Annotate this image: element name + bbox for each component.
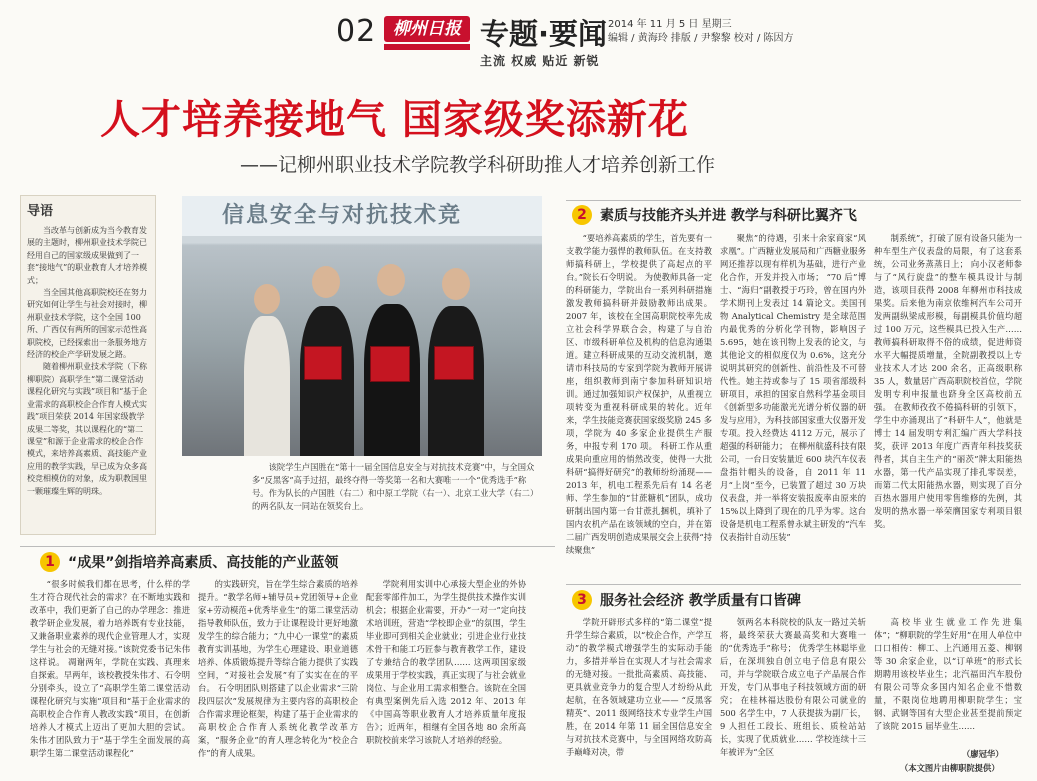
section-1-heading bbox=[40, 552, 338, 572]
headline: 人才培养接地气 国家级奖添新花 bbox=[100, 97, 689, 143]
date-line: 2014 年 11 月 5 日 星期三 bbox=[608, 19, 732, 30]
intro-paragraph: 当改革与创新成为当今教育发展的主题时，柳州职业技术学院已经用自己的国家级成果做到了一套“接地气”的职业教育人才培养模式； bbox=[27, 226, 148, 285]
newspaper-logo: 柳州日报 bbox=[384, 16, 470, 42]
page-number: 02 bbox=[336, 14, 377, 49]
person-head bbox=[377, 264, 405, 296]
section-2-column bbox=[874, 232, 1022, 582]
section-1-column bbox=[30, 578, 190, 774]
paragraph: 聚焦”的待遇，引来十余家商家“风求凰”。广西糖业发展局和广西糖业服务网还推荐以现有样机为基础，进行产业化合作，开发并投入市场； “70 后”博士、“海归”副教授于巧玲，曾在国内外学术期刊上发表过 14 篇论文。美国刊物 Analytical Chemistry 是全球范围内最优秀的分析化学刊物，影响因子 5.695，她在该刊物上发表的论文，与其他论文的相似度仅为 0.6%，这充分说明其研究的创新性、前沿性及不可替代性。她主持或参与了 15 项省部级科研项目，承担的国家自然科学基金项目《创新型多功能激光光谱分析仪器的研发与应用》，为科技部国家重大仪器开发专项。投入经费达 4112 万元，展示了超强的科研能力； 在柳州航盛科技有限公司，一台日安装量近 600 块汽车仪表盘指针帽头的设备，自 2011 年 11 月“上岗”至今，已装置了超过 30 万块仪表盘，并一举将安装报废率由原来的 15%以上降到了现在的几乎为零。这台设备是机电工程系曾永斌主研发的“汽车仪表指针自动压装” bbox=[720, 233, 866, 542]
paragraph: 领两名本科院校的队友一路过关斩将，最终荣获大赛最高奖和大赛唯一的“优秀选手”称号； 优秀学生林聪毕业后，在深圳独自创立电子信息有限公司，并与学院联合成立电子产品展合作开发，专门从事电子科技领域方面的研究； 在桂林福达股份有限公司就业的 500 名学生中，7 人获提拔为副厂长，9 人担任工段长、班组长、质检站站长，实现了优质就业…… 学校连续十三年被评为“全区 bbox=[720, 617, 866, 757]
photo-credit: （本文图片由柳职院提供） bbox=[900, 763, 1000, 773]
editors-line: 编辑 / 黄海玲 排版 / 尹黎黎 校对 / 陈因方 bbox=[608, 33, 794, 44]
section-3-column bbox=[566, 616, 712, 776]
section-rule bbox=[20, 546, 555, 547]
person-head bbox=[312, 266, 340, 298]
section-1-number: 1 bbox=[40, 552, 60, 572]
section-3-column bbox=[720, 616, 866, 776]
section-name: 专题·要闻 bbox=[480, 17, 608, 51]
section-2-heading bbox=[572, 205, 857, 225]
person-silhouette bbox=[244, 316, 290, 456]
intro-paragraph: 当全国其他高职院校还在努力研究如何让学生与社会对接时，柳州职业技术学院，这个全国 100 所、广西仅有两所的国家示范性高职院校，已经探索出一条服务地方经济的校企产学研发展之路。 bbox=[27, 288, 147, 360]
paragraph: 学院开辟形式多样的“第二课堂”提升学生综合素质，以“校企合作，产学互动”的教学模式增强学生的实际动手能力，多措并举旨在实现人才与社会需求的无缝对接。一批批高素质、高技能、更具就业竞争力的复合型人才纷纷从此起航，在各领域建功立业—— “反黑客精英”、2011 级网络技术专业学生卢国胜，在 2014 年第 11 届全国信息安全与对抗技术竞赛中，与全国网络攻防高手巅峰对决，带 bbox=[566, 617, 712, 757]
credit-line bbox=[962, 748, 1004, 760]
section-2-column bbox=[566, 232, 712, 582]
slogan: 主流 权威 贴近 新锐 bbox=[480, 54, 600, 68]
section-2-number: 2 bbox=[572, 205, 592, 225]
certificate bbox=[304, 346, 342, 380]
section-3-title: 服务社会经济 教学质量有口皆碑 bbox=[600, 593, 801, 609]
intro-box bbox=[20, 195, 156, 535]
logo-underline bbox=[384, 44, 470, 50]
section-3-heading bbox=[572, 590, 801, 610]
paragraph: 高校毕业生就业工作先进集体”；“柳职院的学生好用”在用人单位中口口相传：柳工、上汽通用五菱、柳钢等 30 余家企业，以“订单班”的形式长期聘用该校毕业生；北汽福田汽车股份有限公司等众多国内知名企业不惜数量，不限岗位地聘用柳职院学生；宝钢、武钢等国有大型企业甚至提前预定了该院 2015 届毕业生…… bbox=[874, 617, 1022, 731]
section-3-number: 3 bbox=[572, 590, 592, 610]
person-head bbox=[442, 268, 470, 300]
person-silhouette bbox=[300, 306, 354, 456]
section-3-column bbox=[874, 616, 1022, 746]
section-1-title: “成果”剑指培养高素质、高技能的产业蓝领 bbox=[68, 555, 339, 571]
paragraph: 的实践研究，旨在学生综合素质的培养提升。“教学名师+辅导员+党团领导+企业家+劳动模范+优秀毕业生”的第二课堂活动指导教师队伍，致力于让课程设计更好地激发学生的综合能力；“九中心一课堂”的素质教育实训基地，为学生心理建设、职业道德培养、体质锻炼提升等综合能力提供了实践空间，“对接社会发展”有了实实在在的平台。 石令明团队则搭建了以企业需求“三阶段四层次”发展规律为主要内容的高职校企合作需求理论框架，构建了基于企业需求的高职校企合作育人系统化教学改革方案，“服务企业”的育人理念转化为“校企合作”的育人成果。 bbox=[198, 579, 358, 758]
person-silhouette bbox=[428, 306, 484, 456]
intro-body bbox=[27, 225, 149, 525]
intro-paragraph: 随着柳州职业技术学院（下称柳职院）高职学生“第二课堂活动课程化研究与实践”项目和“基于企业需求的高职校企合作育人模式实践”项目荣获 2014 年国家级教学成果二等奖，其以课程化的“第二课堂”和源于企业需求的校企合作模式，来培养高素质、高技能产业应用的教学实践，早已成为众多高校竞相模仿的对象，成为职教国里一颗璀璨生辉的明珠。 bbox=[27, 362, 148, 496]
photo-caption: 该院学生卢国胜在“第十一届全国信息安全与对抗技术竞赛”中，与全国众多“反黑客”高手过招，最终夺得一等奖第一名和大赛唯一一个“优秀选手”称号。作为队长的卢国胜（右二）和中原工学院（右一）、北京工业大学（右二）的两名队友一同站在领奖台上。 bbox=[252, 462, 539, 511]
byline: （廖冠华） bbox=[962, 749, 1004, 759]
certificate bbox=[434, 346, 474, 380]
masthead bbox=[0, 0, 1037, 78]
section-rule bbox=[566, 200, 1021, 201]
subheadline: ——记柳州职业技术学院教学科研助推人才培养创新工作 bbox=[240, 154, 716, 176]
photo-banner: 信息安全与对抗技术竞 bbox=[182, 196, 542, 236]
section-2-title: 素质与技能齐头并进 教学与科研比翼齐飞 bbox=[600, 208, 857, 224]
section-2-column bbox=[720, 232, 866, 582]
paragraph: 学院利用实训中心承接大型企业的外协配套零部件加工，为学生提供技术操作实训机会；根据企业需要，开办“一对一”定向技术培训班，营造“学校即企业”的氛围，学生毕业即可到相关企业就业；引进企业行业技术骨干和能工巧匠参与教育教学工作，建设了专兼结合的教学团队…… 这两项国家级成果用于学校实践，真正实现了与社会就业岗位、与企业用工需求相整合。该院在全国有典型案例先后入选 2012 年、2013 年《中国高等职业教育人才培养质量年度报告》；近两年，相继有全国各地 80 余所高职院校前来学习该院人才培养的经验。 bbox=[366, 579, 526, 745]
section-rule bbox=[566, 584, 1021, 585]
paragraph: “要培养高素质的学生，首先要有一支教学能力强悍的教师队伍。在支持教师搞科研上，学校提供了高起点的平台。”院长石令明说。 为使教师具备一定的科研能力，学院出台一系列科研措施激发教师搞科研并鼓励教师出成果。2007 年，该校在全国高职院校率先成立社会科学界联合会，构建了与自治区、市级科研单位及机构的信息沟通渠道。建立科研成果的互动交流机制，邀请市科技局的专家到学院为教师开展讲座，组织教师到南宁参加科研知识培训。通过加强知识产权保护，从重视立项转变为重视科研成果的转化。近年来，学生技能竞赛获国家级奖励 245 多项，学院为 40 多家企业提供生产服务，申报专利 170 项。 科研工作从重成果向重应用的悄然改变，使得一大批科研“搞得好研究”的教师纷纷涌现—— 2013 年，机电工程系先后有 14 名老师、学生参加的“甘蔗糖机”团队，成功研制出国内第一台甘蔗扎捆机，填补了国内农机产品在该领域的空白，并在第二届广西发明创造成果展交会上获得“持续聚焦” bbox=[566, 233, 712, 555]
paragraph: “很多时候我们都在思考，什么样的学生才符合现代社会的需求？在不断地实践和改革中，我们更新了自己的办学理念：推进教学研企业发展，着力培养既有专业技能，又兼备职业素养的现代企业管理人才，实现学生与社会的无缝对接。”该院党委书记朱伟这样说。 凋谢两年，学院在实践、真理来自探索。早两年，该校教授朱伟才、石令明分别牵头，设立了“高职学生第二课堂活动课程化研究与实施”项目和“基于企业需求的高职校企合作育人教改实践”项目，在创新培养人才模式上迈出了更加大胆的尝试。 朱伟才团队致力于“基于学生全面发展的高职学生第二课堂活动课程化” bbox=[30, 579, 190, 758]
award-photo bbox=[182, 196, 542, 456]
certificate bbox=[370, 346, 410, 382]
intro-title: 导语 bbox=[27, 204, 54, 219]
issue-meta bbox=[608, 18, 794, 46]
section-1-column bbox=[198, 578, 358, 774]
section-1-column bbox=[366, 578, 526, 774]
person-head bbox=[254, 284, 280, 314]
paragraph: 制系统”，打破了原有设备只能为一种车型生产仪表盘的局限，有了这套系统，公司业务蒸蒸日上； 向小汉老师参与了“风行旋盘”的整车模具设计与制造，该项目获得 2008 年柳州市科技成果奖。后来他为南京依维柯汽车公司开发两副纵梁成形模，每副模具价值均超过 100 万元，这些模具已投入生产…… 教师搞科研取得不俗的成绩，促进师资水平大幅提质增量，全院副教授以上专业技术人才达 200 余名，正高级职称 35 人，数量居广西高职院校首位，学院发明专利申报量也跻身全区高校前五强。 在教师孜孜不倦搞科研的引领下，学生中亦涌现出了“科研牛人”，他就是博士 14 届发明专利汇编广西大学科技奖，获评 2013 年度广西青年科技奖获得者，其自主生产的“丽茨”牌太阳能热水器，第一代产品实现了排孔零误差，而第二代太阳能热水器，则实现了百分百热水器用户使用零售维修的先例，其发明的热水器一举荣膺国家专利项目银奖。 bbox=[874, 233, 1022, 529]
